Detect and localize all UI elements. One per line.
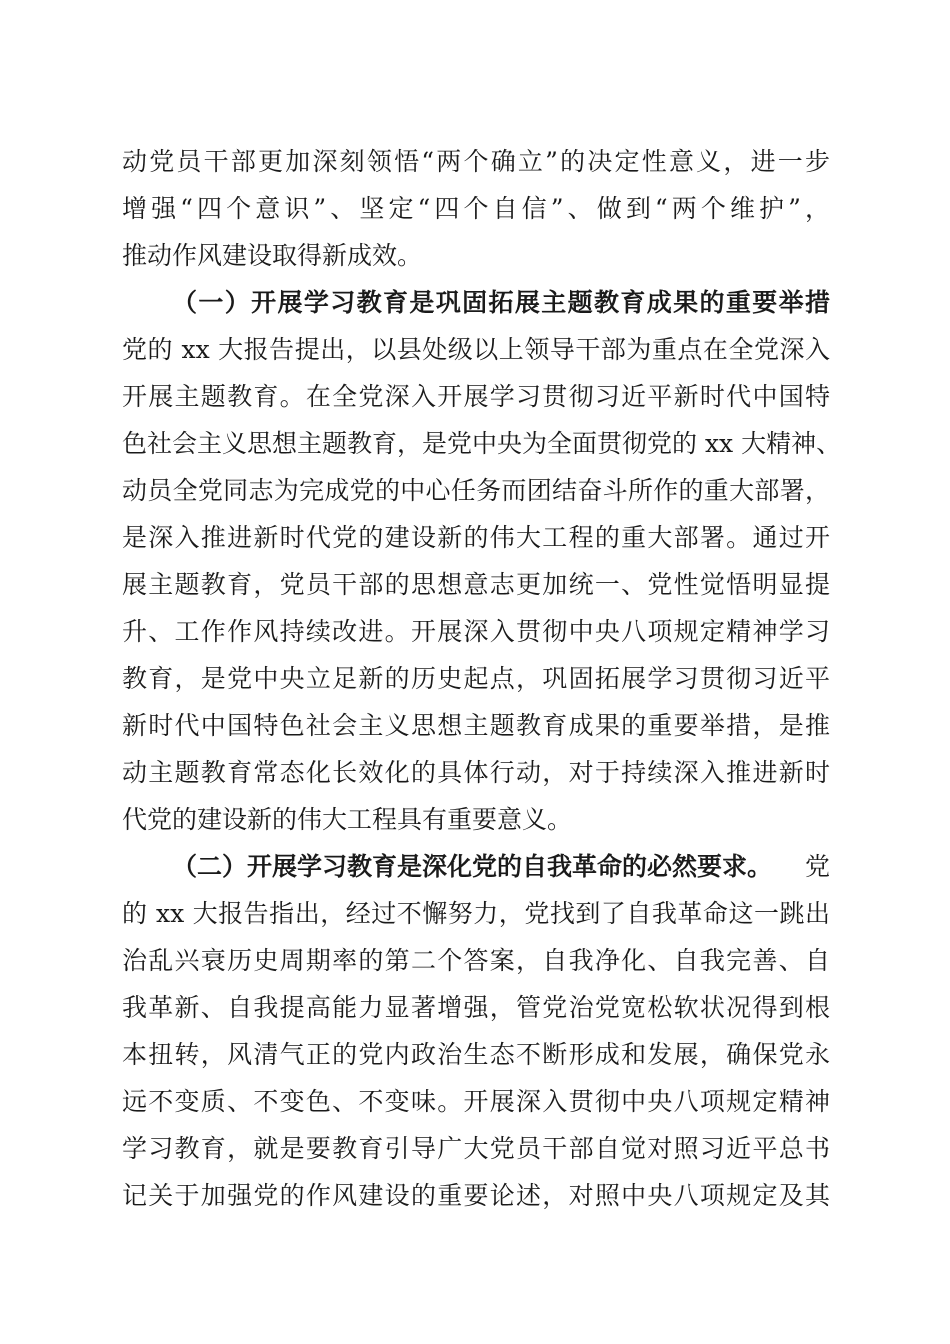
section-heading-2: （二）开展学习教育是深化党的自我革命的必然要求。 <box>172 852 773 881</box>
body-text-line: 远不变质、不变色、不变味。开展深入贯彻中央八项规定精神 <box>122 1087 830 1116</box>
section-heading-2-line <box>172 852 830 882</box>
body-text-line: 开展主题教育。在全党深入开展学习贯彻习近平新时代中国特 <box>122 382 830 411</box>
body-text-line: 我革新、自我提高能力显著增强，管党治党宽松软状况得到根 <box>122 993 830 1022</box>
body-text-line: 教育，是党中央立足新的历史起点，巩固拓展学习贯彻习近平 <box>122 664 830 693</box>
body-text-fragment: 党 <box>804 852 830 881</box>
body-text-line: 记关于加强党的作风建设的重要论述，对照中央八项规定及其 <box>122 1181 830 1210</box>
body-text-line: 动党员干部更加深刻领悟“两个确立”的决定性意义，进一步 <box>122 147 830 176</box>
body-text-line: 展主题教育，党员干部的思想意志更加统一、党性觉悟明显提 <box>122 570 830 599</box>
body-text-line: 的 xx 大报告指出，经过不懈努力，党找到了自我革命这一跳出 <box>122 899 830 928</box>
section-heading-1: （一）开展学习教育是巩固拓展主题教育成果的重要举措 <box>172 288 830 317</box>
body-text-line: 色社会主义思想主题教育，是党中央为全面贯彻党的 xx 大精神、 <box>122 429 842 458</box>
body-text-line: 是深入推进新时代党的建设新的伟大工程的重大部署。通过开 <box>122 523 830 552</box>
body-text-line: 增强“四个意识”、坚定“四个自信”、做到“两个维护”， <box>122 194 830 223</box>
body-text-line: 治乱兴衰历史周期率的第二个答案，自我净化、自我完善、自 <box>122 946 830 975</box>
body-text-line: 学习教育，就是要教育引导广大党员干部自觉对照习近平总书 <box>122 1134 830 1163</box>
body-text-line: 代党的建设新的伟大工程具有重要意义。 <box>122 805 573 834</box>
body-text-line: 新时代中国特色社会主义思想主题教育成果的重要举措，是推 <box>122 711 830 740</box>
body-text-line: 党的 xx 大报告提出，以县处级以上领导干部为重点在全党深入 <box>122 335 830 364</box>
body-text-line: 动员全党同志为完成党的中心任务而团结奋斗所作的重大部署， <box>122 476 830 505</box>
body-text-line: 推动作风建设取得新成效。 <box>122 241 423 270</box>
body-text-line: 动主题教育常态化长效化的具体行动，对于持续深入推进新时 <box>122 758 830 787</box>
body-text-line: 本扭转，风清气正的党内政治生态不断形成和发展，确保党永 <box>122 1040 830 1069</box>
body-text-line: 升、工作作风持续改进。开展深入贯彻中央八项规定精神学习 <box>122 617 830 646</box>
